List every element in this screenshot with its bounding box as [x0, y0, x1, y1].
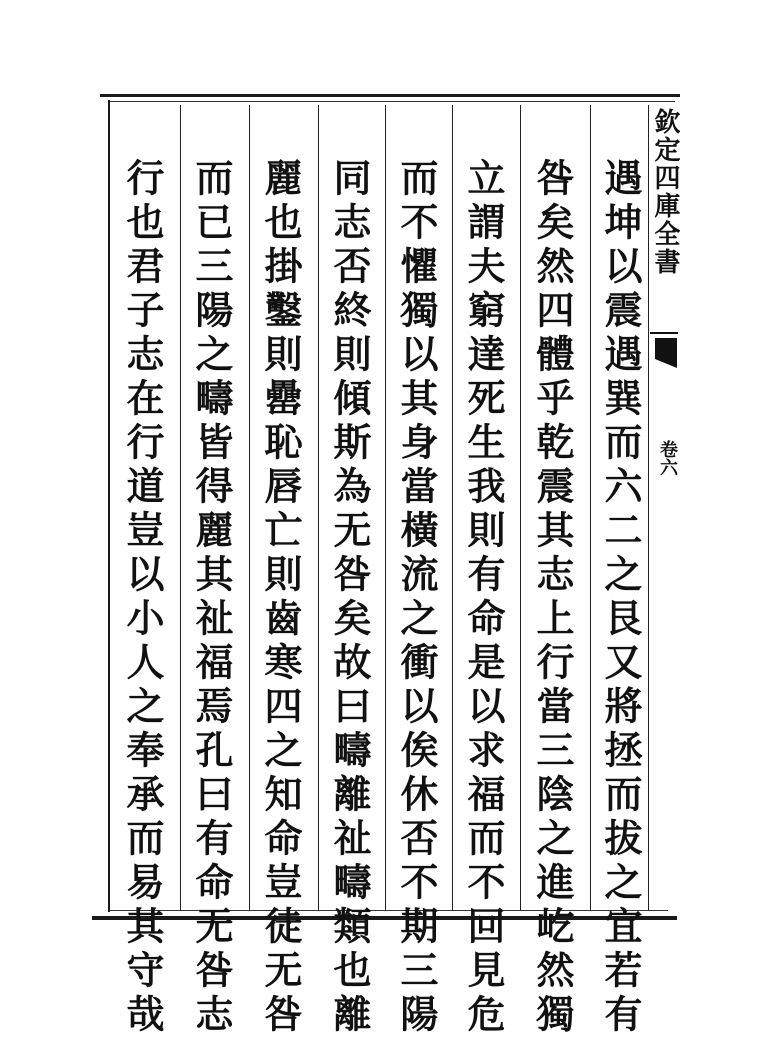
column-rule — [249, 105, 250, 911]
frame-top-border — [100, 94, 680, 97]
column-rule — [648, 105, 649, 911]
frame-top-inner-border — [110, 101, 675, 102]
text-column-3: 立謂夫窮達死生我則有命是以求福而不回見危 — [461, 158, 506, 1038]
text-column-7: 而已三陽之疇皆得麗其祉福焉孔曰有命无咎志 — [189, 158, 234, 1038]
book-title: 欽定四庫全書 — [650, 108, 680, 276]
frame-left-border — [108, 100, 110, 912]
column-rule — [385, 105, 386, 911]
text-column-4: 而不懼獨以其身當橫流之衝以俟休否不期三陽 — [394, 158, 439, 1038]
text-column-8: 行也君子志在行道豈以小人之奉承而易其守哉 — [120, 158, 165, 1038]
column-rule — [452, 105, 453, 911]
fish-tail-line — [650, 332, 678, 334]
column-rule — [520, 105, 521, 911]
text-column-6: 麗也掛鑿則罍恥唇亡則齒寒四之知命豈徒无咎 — [258, 158, 303, 1038]
column-rule — [590, 105, 591, 911]
text-column-2: 咎矣然四體乎乾震其志上行當三陰之進屹然獨 — [530, 158, 575, 1038]
text-column-1: 遇坤以震遇巽而六二之艮又將拯而拔之宜若有 — [598, 158, 643, 1038]
column-rule — [180, 105, 181, 911]
volume-label: 卷六 — [657, 440, 678, 476]
column-rule — [318, 105, 319, 911]
text-column-5: 同志否終則傾斯為无咎矣故曰疇離祉疇類也離 — [327, 158, 372, 1038]
frame-bottom-border — [92, 916, 677, 920]
fish-tail-mark — [655, 338, 677, 368]
